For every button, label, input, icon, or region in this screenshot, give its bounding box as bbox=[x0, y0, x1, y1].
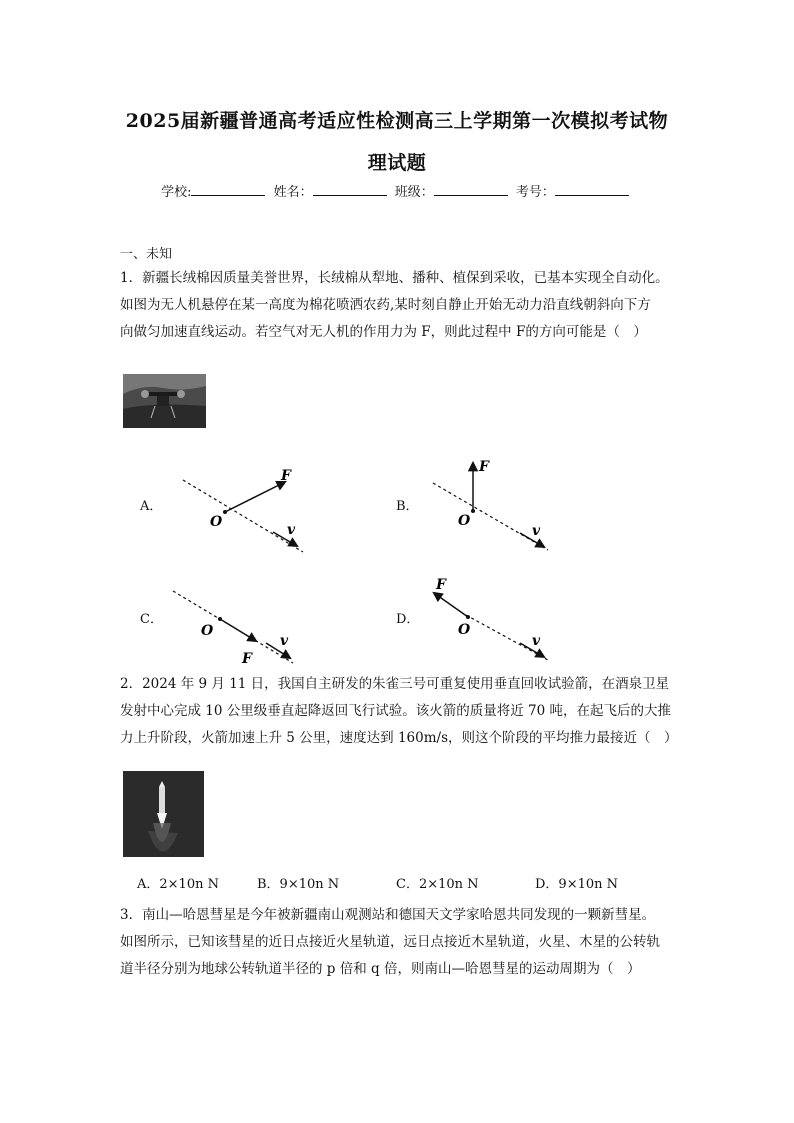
q1-text bbox=[120, 265, 680, 346]
point-o-label: O bbox=[458, 622, 471, 638]
student-info-row bbox=[0, 181, 794, 200]
q2-answer-b[interactable]: B．9×10n N bbox=[257, 877, 340, 892]
force-arrow bbox=[220, 619, 256, 641]
name-label: 姓名： bbox=[273, 185, 313, 200]
q2-text bbox=[120, 671, 680, 752]
q2-answer-row bbox=[137, 873, 657, 892]
force-label: F bbox=[479, 459, 489, 475]
q1-option-b-diagram bbox=[428, 455, 558, 555]
q2-answer-a[interactable]: A．2×10n N bbox=[137, 877, 219, 892]
school-label: 学校: bbox=[161, 185, 192, 200]
velocity-label: v bbox=[287, 522, 296, 538]
q1-option-c-label: C． bbox=[140, 612, 163, 627]
force-arrow bbox=[225, 482, 285, 512]
page-title: 2025届新疆普通高考适应性检测高三上学期第一次模拟考试物 bbox=[125, 110, 669, 132]
q2-line2: 发射中心完成 10 公里级垂直起降返回飞行试验。该火箭的质量将近 70 吨，在起飞后的大推 bbox=[120, 703, 672, 719]
motion-line bbox=[183, 480, 303, 552]
force-label: F bbox=[242, 651, 252, 667]
class-blank bbox=[434, 183, 508, 196]
point-o-label: O bbox=[201, 623, 214, 639]
point-o-label: O bbox=[458, 513, 471, 529]
force-label: F bbox=[281, 468, 291, 484]
school-blank bbox=[191, 183, 265, 196]
velocity-label: v bbox=[280, 633, 289, 649]
q1-line2: 如图为无人机悬停在某一高度为棉花喷洒农药,某时刻自静止开始无动力沿直线朝斜向下方 bbox=[120, 297, 651, 313]
velocity-label: v bbox=[532, 633, 541, 649]
q1-option-c-diagram bbox=[168, 585, 303, 670]
q1-line1: 1．新疆长绒棉因质量美誉世界，长绒棉从犁地、播种、植保到采收，已基本实现全自动化。 bbox=[120, 270, 669, 286]
q1-line3: 向做匀加速直线运动。若空气对无人机的作用力为 F，则此过程中 F的方向可能是（ ） bbox=[120, 324, 647, 340]
exam-number-label: 考号： bbox=[515, 185, 555, 200]
name-blank bbox=[313, 183, 387, 196]
drone-photo-art bbox=[123, 374, 206, 428]
class-label: 班级： bbox=[394, 185, 434, 200]
drone-photo bbox=[123, 374, 206, 428]
point-o-label: O bbox=[210, 514, 223, 530]
q3-line1: 3．南山—哈恩彗星是今年被新疆南山观测站和德国天文学家哈恩共同发现的一颗新彗星。 bbox=[120, 907, 656, 923]
q3-line2: 如图所示，已知该彗星的近日点接近火星轨道，远日点接近木星轨道，火星、木星的公转轨 bbox=[120, 934, 660, 950]
force-arrow bbox=[434, 593, 468, 617]
q3-line3: 道半径分别为地球公转轨道半径的 p 倍和 q 倍，则南山—哈恩彗星的运动周期为（ ） bbox=[120, 961, 641, 977]
q3-text bbox=[120, 902, 680, 983]
q2-line3: 力上升阶段，火箭加速上升 5 公里，速度达到 160m/s，则这个阶段的平均推力最接近（ ） bbox=[120, 730, 678, 746]
exam-number-blank bbox=[555, 183, 629, 196]
q1-option-b-label: B． bbox=[396, 499, 419, 514]
velocity-label: v bbox=[532, 523, 541, 539]
q1-option-d-diagram bbox=[428, 575, 558, 665]
page-title-line2: 理试题 bbox=[367, 152, 427, 174]
q1-option-a-label: A． bbox=[140, 499, 163, 514]
force-label: F bbox=[436, 577, 446, 593]
q2-answer-c[interactable]: C．2×10n N bbox=[396, 877, 479, 892]
q2-line1: 2．2024 年 9 月 11 日，我国自主研发的朱雀三号可重复使用垂直回收试验箭，在酒泉卫星 bbox=[120, 676, 670, 692]
q1-option-d-label: D． bbox=[396, 612, 420, 627]
rocket-photo bbox=[123, 771, 204, 857]
q2-answer-d[interactable]: D．9×10n N bbox=[535, 877, 619, 892]
rocket-photo-art bbox=[123, 771, 204, 857]
q1-option-a-diagram bbox=[175, 462, 310, 557]
section-heading: 一、未知 bbox=[120, 247, 173, 262]
